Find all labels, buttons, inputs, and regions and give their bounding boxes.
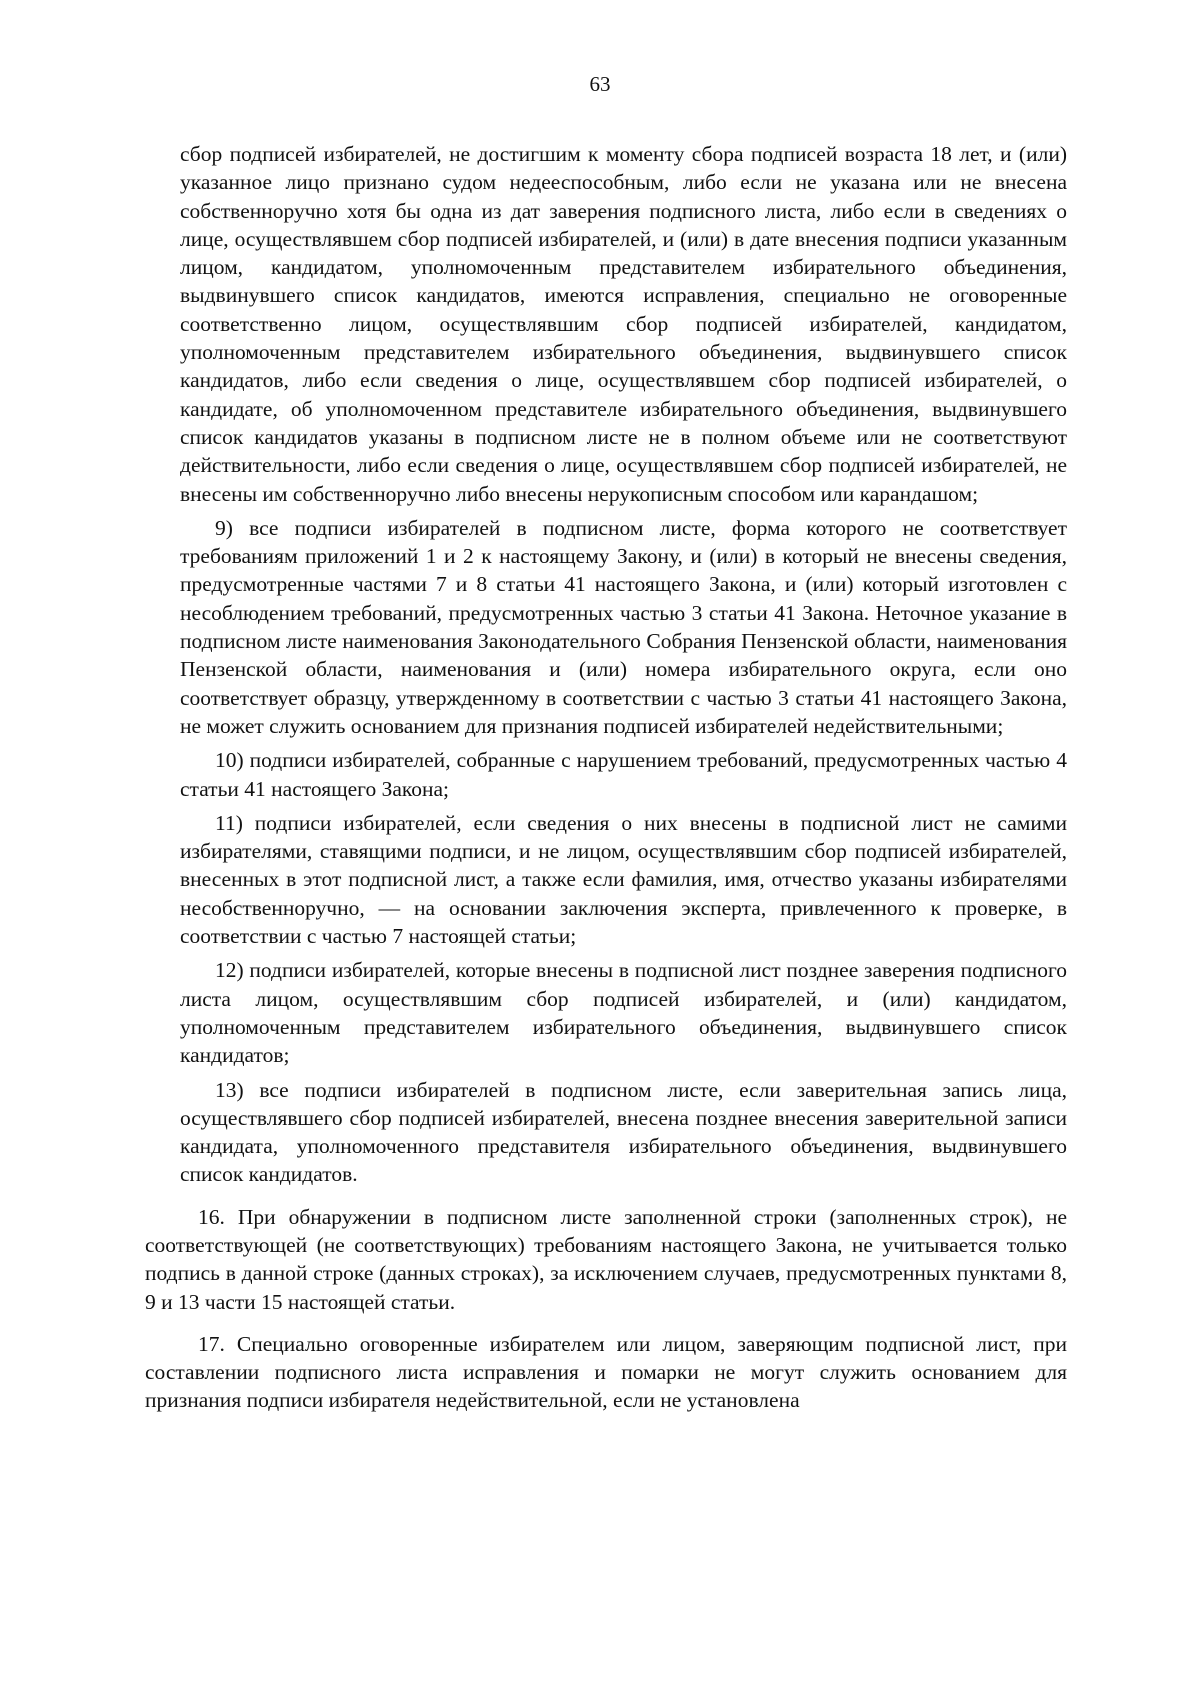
list-item-11: 11) подписи избирателей, если сведения о них внесены в подписной лист не самими избирателями, ставящими подписи, и не лицом, осуществлявшим сбор подписей избирателей, внесенных в этот подписной лист, а также если фамилия, имя, отчество указаны избирателями несобственноручно, — на основании заключения эксперта, привлеченного к проверке, в соответствии с частью 7 настоящей статьи; [180,810,1067,949]
list-item-10: 10) подписи избирателей, собранные с нарушением требований, предусмотренных частью 4 статьи 41 настоящего Закона; [180,748,1067,801]
document-body [145,140,1067,1415]
list-item-12: 12) подписи избирателей, которые внесены в подписной лист позднее заверения подписного листа лицом, осуществлявшим сбор подписей избирателей, и (или) кандидатом, уполномоченным представителем избирательного объединения, выдвинувшего список кандидатов; [180,958,1067,1068]
list-item-9: 9) все подписи избирателей в подписном листе, форма которого не соответствует требованиям приложений 1 и 2 к настоящему Закону, и (или) в который не внесены сведения, предусмотренные частями 7 и 8 статьи 41 настоящего Закона, и (или) который изготовлен с несоблюдением требований, предусмотренных частью 3 статьи 41 Закона. Неточное указание в подписном листе наименования Законодательного Собрания Пензенской области, наименования Пензенской области, наименования и (или) номера избирательного округа, если оно соответствует образцу, утвержденному в соответствии с частью 3 статьи 41 настоящего Закона, не может служить основанием для признания подписей избирателей недействительными; [180,515,1067,738]
paragraph-continuation: сбор подписей избирателей, не достигшим к моменту сбора подписей возраста 18 лет, и (или) указанное лицо признано судом недееспособным, либо если не указана или не внесена собственноручно хотя бы одна из дат заверения подписного листа, либо если в сведениях о лице, осуществлявшем сбор подписей избирателей, и (или) в дате внесения подписи указанным лицом, кандидатом, уполномоченным представителем избирательного объединения, выдвинувшего список кандидатов, имеются исправления, специально не оговоренные соответственно лицом, осуществлявшим сбор подписей избирателей, кандидатом, уполномоченным представителем избирательного объединения, выдвинувшего список кандидатов, либо если сведения о лице, осуществлявшем сбор подписей избирателей, о кандидате, об уполномоченном представителе избирательного объединения, выдвинувшего список кандидатов указаны в подписном листе не в полном объеме или не соответствуют действительности, либо если сведения о лице, осуществлявшем сбор подписей избирателей, не внесены им собственноручно либо внесены нерукописным способом или карандашом; [180,142,1067,506]
page-number: 63 [589,72,611,96]
paragraph-part-16: 16. При обнаружении в подписном листе заполненной строки (заполненных строк), не соответствующей (не соответствующих) требованиям настоящего Закона, не учитывается только подпись в данной строке (данных строках), за исключением случаев, предусмотренных пунктами 8, 9 и 13 части 15 настоящей статьи. [145,1204,1067,1314]
list-item-13: 13) все подписи избирателей в подписном листе, если заверительная запись лица, осуществлявшего сбор подписей избирателей, внесена позднее внесения заверительной записи кандидата, уполномоченного представителя избирательного объединения, выдвинувшего список кандидатов. [180,1077,1067,1187]
paragraph-part-17: 17. Специально оговоренные избирателем или лицом, заверяющим подписной лист, при составлении подписного листа исправления и помарки не могут служить основанием для признания подписи избирателя недействительной, если не установлена [145,1331,1067,1413]
